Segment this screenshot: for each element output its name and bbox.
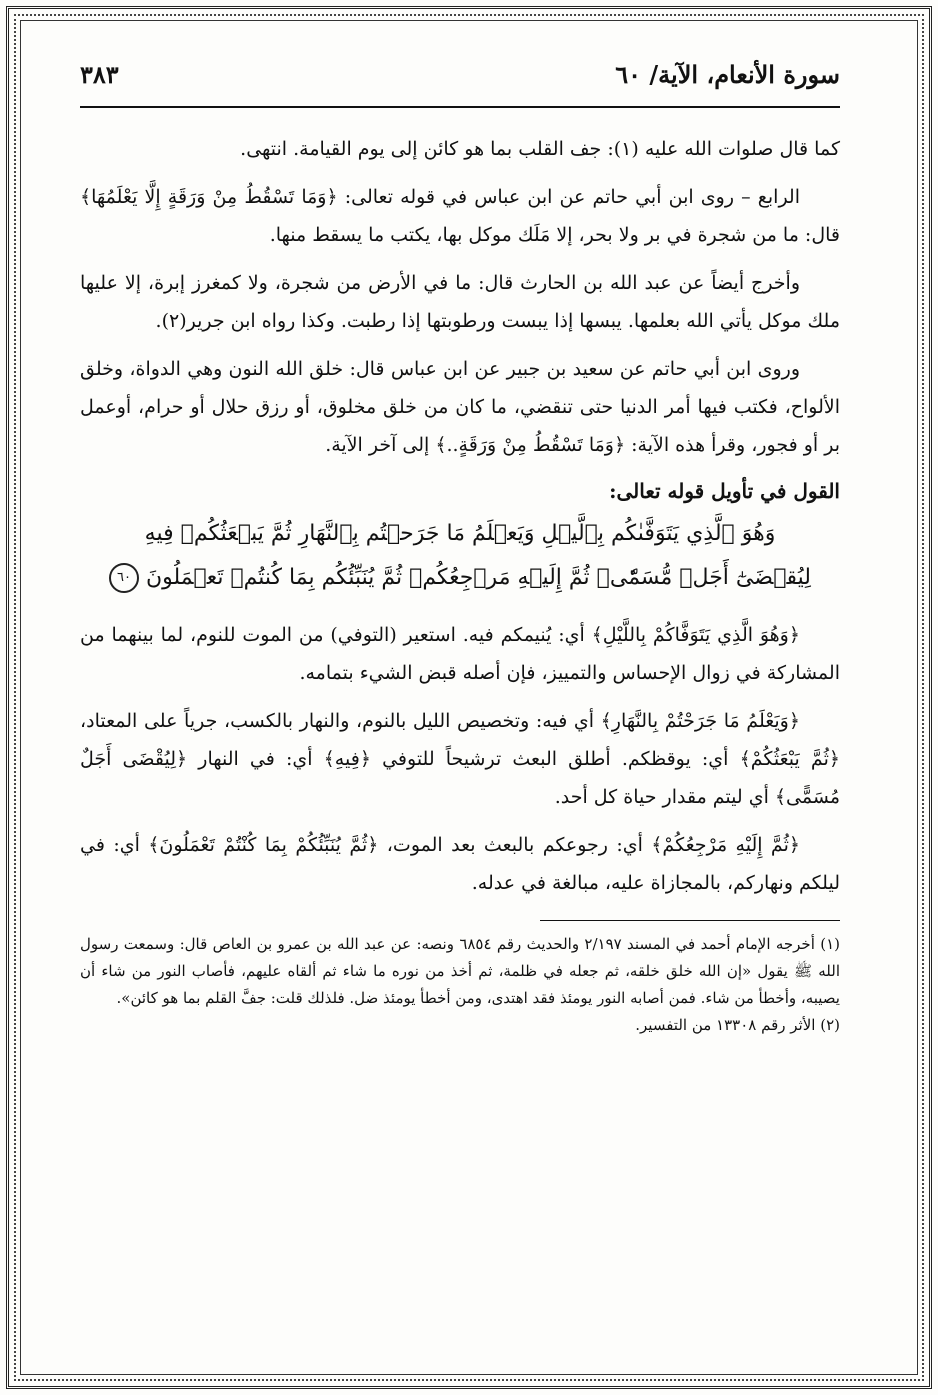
surah-title: سورة الأنعام، الآية/ ٦٠ [615,60,840,89]
book-page [80,60,840,1039]
verse-line: وَهُوَ ٱلَّذِي يَتَوَفَّىٰكُم بِٱلَّيۡلِ وَيَعۡلَمُ مَا جَرَحۡتُم بِٱلنَّهَارِ ثُمَّ يَبۡعَثُكُمۡ فِيهِ [144,521,776,546]
paragraph: كما قال صلوات الله عليه (١): جف القلب بما هو كائن إلى يوم القيامة. انتهى. [240,138,840,160]
quran-verse [80,512,840,600]
footnote: (١) أخرجه الإمام أحمد في المسند ٢/١٩٧ والحديث رقم ٦٨٥٤ ونصه: عن عبد الله بن عمرو بن العاص قال: وسمعت رسول الله ﷺ يقول «إن الله خلق خلقه، ثم جعله في ظلمة، ثم أخذ من نوره ما شاء ثم ألقاه عليهم، فأصاب النور من شاء أن يصيبه، وأخطأ من شاء. فمن أصابه النور يومئذ فقد اهتدى، ومن أخطأ يومئذ ضل. فلذلك قلت: جفَّ القلم بما هو كائن». [80,935,840,1007]
footnote: (٢) الأثر رقم ١٣٣٠٨ من التفسير. [635,1016,840,1034]
paragraph: وأخرج أيضاً عن عبد الله بن الحارث قال: ما في الأرض من شجرة، ولا كمغرز إبرة، إلا عليها ملك موكل يأتي الله بعلمها. يبسها إذا يبست ورطوبتها إذا رطبت. وكذا رواه ابن جرير(٢). [80,272,840,332]
paragraph: وروى ابن أبي حاتم عن سعيد بن جبير عن ابن عباس قال: خلق الله النون وهي الدواة، وخلق الألواح، فكتب فيها أمر الدنيا حتى تنقضي، ما كان من خلق مخلوق، أو رزق حلال أو حرام، أوعمل بر أو فجور، وقرأ هذه الآية: ﴿وَمَا تَسْقُطُ مِنْ وَرَقَةٍ..﴾ إلى آخر الآية. [80,358,840,456]
tafsir-paragraph: ﴿وَيَعْلَمُ مَا جَرَحْتُمْ بِالنَّهَارِ﴾ أي فيه: وتخصيص الليل بالنوم، والنهار بالكسب، جرياً على المعتاد، ﴿ثُمَّ يَبْعَثُكُمْ﴾ أي: يوقظكم. أطلق البعث ترشيحاً للتوفي ﴿فِيهِ﴾ أي: في النهار ﴿لِيُقْضَى أَجَلٌ مُسَمًّى﴾ أي ليتم مقدار حياة كل أحد. [80,710,840,808]
verse-line: لِيُقۡضَىٰٓ أَجَلٞ مُّسَمّٗىۖ ثُمَّ إِلَيۡهِ مَرۡجِعُكُمۡ ثُمَّ يُنَبِّئُكُم بِمَا كُنتُمۡ تَعۡمَلُونَ [145,565,811,590]
tafsir-paragraph: ﴿ثُمَّ إِلَيْهِ مَرْجِعُكُمْ﴾ أي: رجوعكم بالبعث بعد الموت، ﴿ثُمَّ يُنَبِّئُكُمْ بِمَا كُنْتُمْ تَعْمَلُونَ﴾ أي: في ليلكم ونهاركم، بالمجازاة عليه، مبالغة في عدله. [80,834,840,894]
footnote-separator [540,920,840,921]
verse-line-2 [80,556,840,600]
section-heading: القول في تأويل قوله تعالى: [609,479,840,503]
page-body [80,130,840,1039]
ayah-number-marker: ٦٠ [109,563,139,593]
paragraph: الرابع – روى ابن أبي حاتم عن ابن عباس في قوله تعالى: ﴿وَمَا تَسْقُطُ مِنْ وَرَقَةٍ إِلَّا يَعْلَمُهَا﴾ قال: ما من شجرة في بر ولا بحر، إلا مَلَك موكل بها، يكتب ما يسقط منها. [80,186,840,246]
page-header [80,60,840,108]
page-number: ٣٨٣ [80,60,119,89]
tafsir-paragraph: ﴿وَهُوَ الَّذِي يَتَوَفَّاكُمْ بِاللَّيْلِ﴾ أي: يُنيمكم فيه. استعير (التوفي) من الموت للنوم، لما بينهما من المشاركة في زوال الإحساس والتمييز، فإن أصله قبض الشيء بتمامه. [80,624,840,684]
